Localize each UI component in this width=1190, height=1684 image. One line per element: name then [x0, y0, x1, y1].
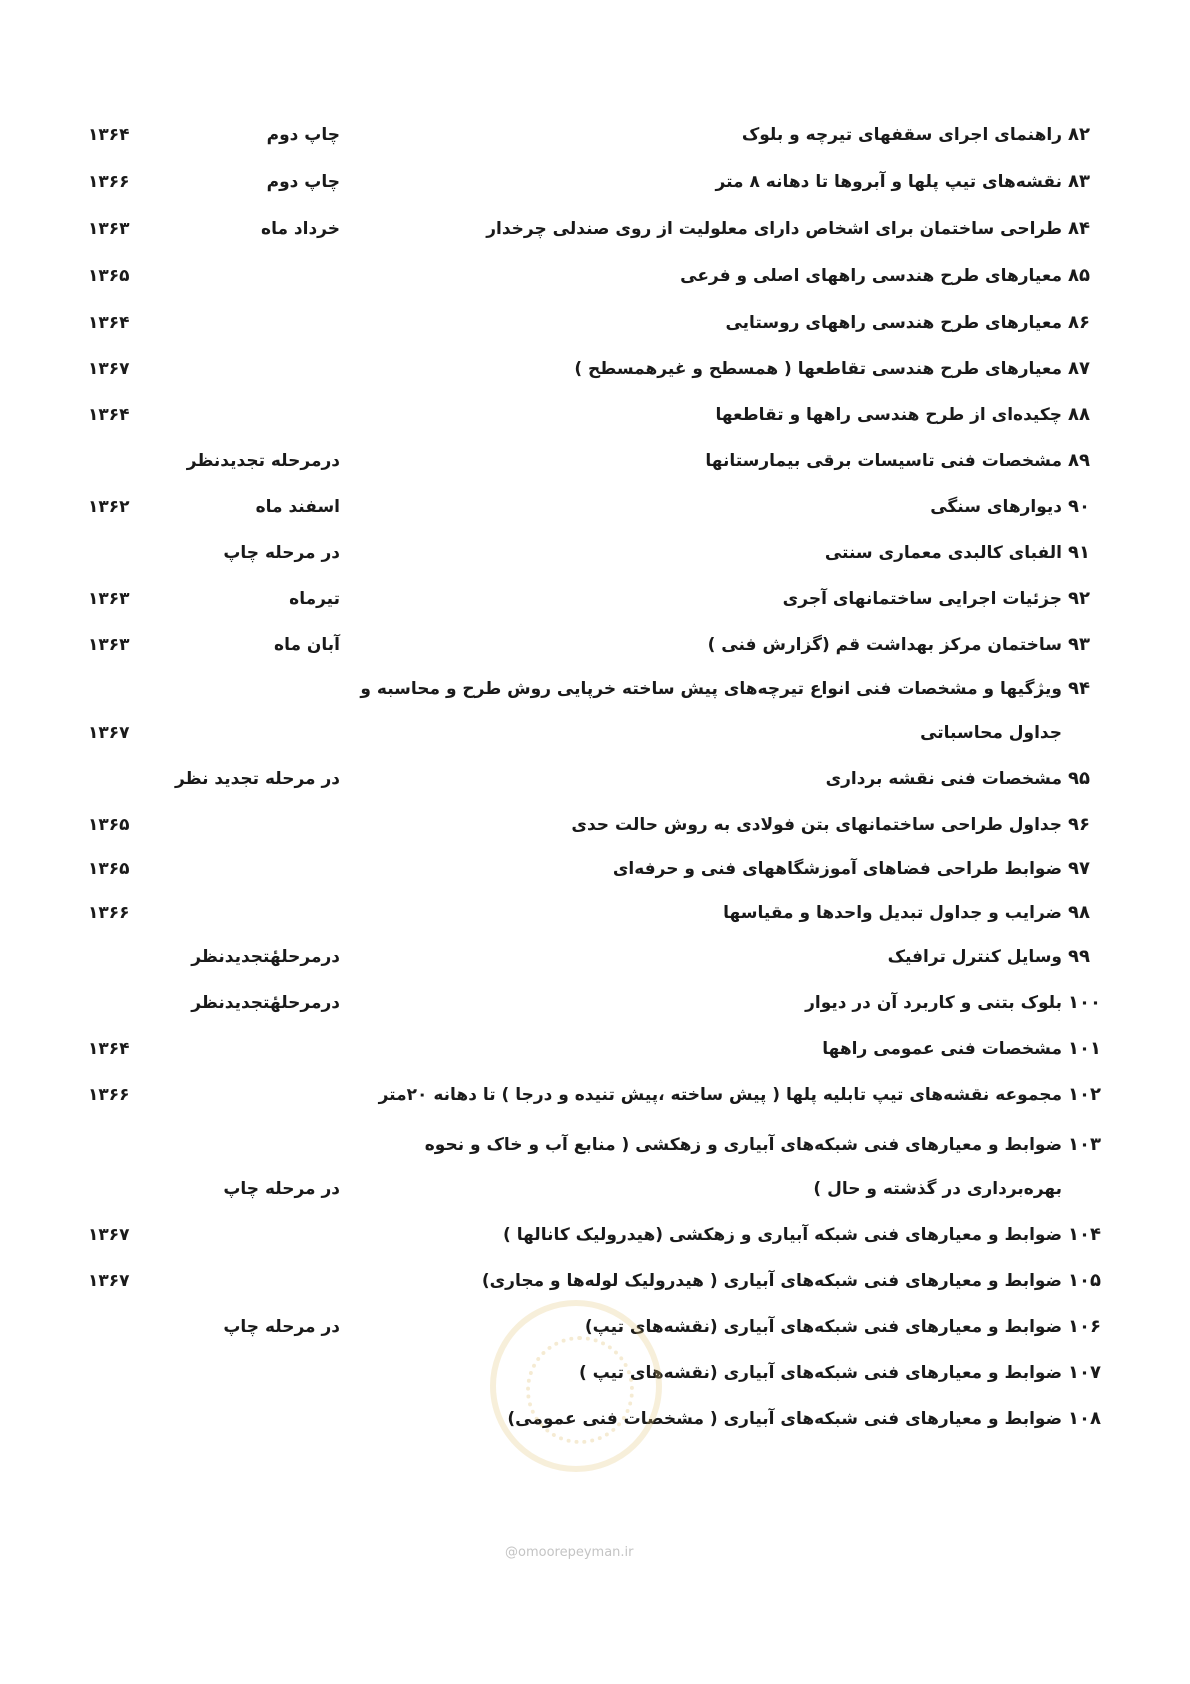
item-status: چاپ دوم — [266, 172, 340, 192]
item-title: ضوابط و معیارهای فنی شبکه‌های آبیاری ( هیدرولیک لوله‌ها و مجاری) — [481, 1271, 1062, 1291]
item-number: ۱۰۵ — [1068, 1270, 1101, 1291]
item-year: ۱۳۶۴ — [88, 405, 130, 425]
item-year: ۱۳۶۷ — [88, 1225, 130, 1245]
item-title: معیارهای طرح هندسی راههای اصلی و فرعی — [680, 266, 1062, 286]
item-number: ۹۰ — [1068, 496, 1090, 517]
list-item — [0, 762, 1190, 796]
list-item — [0, 1032, 1190, 1066]
item-year: ۱۳۶۳ — [88, 635, 130, 655]
item-year: ۱۳۶۵ — [88, 266, 130, 286]
list-item — [0, 582, 1190, 616]
list-item — [0, 1128, 1190, 1162]
item-year: ۱۳۶۶ — [88, 1085, 130, 1105]
item-title: وسایل کنترل ترافیک — [887, 947, 1062, 967]
item-year: ۱۳۶۵ — [88, 859, 130, 879]
item-number: ۱۰۱ — [1068, 1038, 1101, 1059]
list-item — [0, 716, 1190, 750]
item-year: ۱۳۶۶ — [88, 903, 130, 923]
list-item — [0, 444, 1190, 478]
item-year: ۱۳۶۷ — [88, 723, 130, 743]
item-number: ۹۹ — [1068, 946, 1090, 967]
item-number: ۹۱ — [1068, 542, 1090, 563]
item-title: ضرایب و جداول تبدیل واحدها و مقیاسها — [723, 903, 1062, 923]
item-year: ۱۳۶۴ — [88, 125, 130, 145]
watermark-seal — [490, 1300, 662, 1472]
item-number: ۱۰۴ — [1068, 1224, 1101, 1245]
item-title: بهره‌برداری در گذشته و حال ) — [813, 1179, 1062, 1199]
list-item — [0, 808, 1190, 842]
item-number: ۱۰۰ — [1068, 992, 1101, 1013]
item-title: ضوابط و معیارهای فنی شبکه‌های آبیاری (نقشه‌های تیپ) — [584, 1317, 1062, 1337]
list-item — [0, 672, 1190, 706]
item-title: ساختمان مرکز بهداشت قم (گزارش فنی ) — [707, 635, 1062, 655]
item-number: ۸۳ — [1068, 171, 1090, 192]
item-status: خرداد ماه — [261, 219, 340, 239]
item-title: چکیده‌ای از طرح هندسی راهها و تقاطعها — [715, 405, 1062, 425]
item-title: جداول محاسباتی — [920, 723, 1062, 743]
list-item — [0, 1218, 1190, 1252]
item-status: اسفند ماه — [255, 497, 340, 517]
item-status: در مرحله تجدید نظر — [174, 769, 340, 789]
item-title: معیارهای طرح هندسی راههای روستایی — [725, 313, 1062, 333]
item-title: الفبای کالبدی معماری سنتی — [824, 543, 1062, 563]
item-title: ضوابط و معیارهای فنی شبکه‌های آبیاری ( مشخصات فنی عمومی) — [507, 1409, 1062, 1429]
item-year: ۱۳۶۳ — [88, 219, 130, 239]
item-number: ۱۰۷ — [1068, 1362, 1101, 1383]
item-number: ۹۴ — [1068, 678, 1090, 699]
list-item — [0, 940, 1190, 974]
item-status: چاپ دوم — [266, 125, 340, 145]
list-item — [0, 1172, 1190, 1206]
list-item — [0, 212, 1190, 246]
item-number: ۹۳ — [1068, 634, 1090, 655]
item-number: ۹۶ — [1068, 814, 1090, 835]
item-number: ۸۸ — [1068, 404, 1090, 425]
item-number: ۱۰۲ — [1068, 1084, 1101, 1105]
item-number: ۱۰۶ — [1068, 1316, 1101, 1337]
item-status: تیرماه — [289, 589, 340, 609]
watermark-seal-inner — [526, 1336, 634, 1444]
list-item — [0, 165, 1190, 199]
item-year: ۱۳۶۴ — [88, 313, 130, 333]
item-number: ۹۸ — [1068, 902, 1090, 923]
item-number: ۸۴ — [1068, 218, 1090, 239]
list-item — [0, 896, 1190, 930]
list-item — [0, 986, 1190, 1020]
item-year: ۱۳۶۷ — [88, 359, 130, 379]
item-title: مشخصات فنی عمومی راهها — [822, 1039, 1062, 1059]
item-year: ۱۳۶۳ — [88, 589, 130, 609]
item-title: جزئیات اجرایی ساختمانهای آجری — [782, 589, 1062, 609]
item-number: ۸۹ — [1068, 450, 1090, 471]
item-status: در مرحله چاپ — [223, 1179, 340, 1199]
list-item — [0, 490, 1190, 524]
item-title: ضوابط و معیارهای فنی شبکه‌های آبیاری و زهکشی ( منابع آب و خاک و نحوه — [424, 1135, 1062, 1155]
item-number: ۸۵ — [1068, 265, 1090, 286]
item-year: ۱۳۶۶ — [88, 172, 130, 192]
list-item — [0, 852, 1190, 886]
item-year: ۱۳۶۵ — [88, 815, 130, 835]
item-title: دیوارهای سنگی — [930, 497, 1062, 517]
item-title: مشخصات فنی تاسیسات برقی بیمارستانها — [705, 451, 1062, 471]
item-title: مشخصات فنی نقشه برداری — [825, 769, 1062, 789]
list-item — [0, 398, 1190, 432]
item-year: ۱۳۶۲ — [88, 497, 130, 517]
item-year: ۱۳۶۷ — [88, 1271, 130, 1291]
list-item — [0, 1078, 1190, 1112]
item-number: ۸۶ — [1068, 312, 1090, 333]
item-status: درمرحلهٔتجدیدنظر — [191, 947, 340, 967]
item-status: در مرحله چاپ — [223, 1317, 340, 1337]
item-title: معیارهای طرح هندسی تقاطعها ( همسطح و غیرهمسطح ) — [574, 359, 1062, 379]
item-title: مجموعه نقشه‌های تیپ تابلیه پلها ( پیش ساخته ،پیش تنیده و درجا ) تا دهانه ۲۰متر — [378, 1085, 1062, 1105]
list-item — [0, 259, 1190, 293]
item-title: بلوک بتنی و کاربرد آن در دیوار — [805, 993, 1062, 1013]
item-year: ۱۳۶۴ — [88, 1039, 130, 1059]
item-title: راهنمای اجرای سقفهای تیرچه و بلوک — [741, 125, 1062, 145]
list-item — [0, 1264, 1190, 1298]
item-number: ۱۰۳ — [1068, 1134, 1101, 1155]
item-title: ضوابط طراحی فضاهای آموزشگاههای فنی و حرفه‌ای — [612, 859, 1062, 879]
list-item — [0, 628, 1190, 662]
item-title: ضوابط و معیارهای فنی شبکه آبیاری و زهکشی (هیدرولیک کانالها ) — [503, 1225, 1062, 1245]
item-title: نقشه‌های تیپ پلها و آبروها تا دهانه ۸ متر — [715, 172, 1062, 192]
list-item — [0, 118, 1190, 152]
list-item — [0, 352, 1190, 386]
item-status: آبان ماه — [274, 635, 340, 655]
item-number: ۸۲ — [1068, 124, 1090, 145]
item-status: درمرحله تجدیدنظر — [186, 451, 340, 471]
item-number: ۹۵ — [1068, 768, 1090, 789]
item-title: طراحی ساختمان برای اشخاص دارای معلولیت از روی صندلی چرخدار — [486, 219, 1062, 239]
item-number: ۹۷ — [1068, 858, 1090, 879]
item-title: جداول طراحی ساختمانهای بتن فولادی به روش حالت حدی — [571, 815, 1062, 835]
watermark-url: @omoorepeyman.ir — [505, 1545, 634, 1560]
item-title: ویژگیها و مشخصات فنی انواع تیرچه‌های پیش ساخته خرپایی روش طرح و محاسبه و — [360, 679, 1062, 699]
item-number: ۹۲ — [1068, 588, 1090, 609]
item-status: درمرحلهٔتجدیدنظر — [191, 993, 340, 1013]
list-item — [0, 306, 1190, 340]
list-item — [0, 536, 1190, 570]
item-number: ۱۰۸ — [1068, 1408, 1101, 1429]
item-number: ۸۷ — [1068, 358, 1090, 379]
item-title: ضوابط و معیارهای فنی شبکه‌های آبیاری (نقشه‌های تیپ ) — [578, 1363, 1062, 1383]
item-status: در مرحله چاپ — [223, 543, 340, 563]
